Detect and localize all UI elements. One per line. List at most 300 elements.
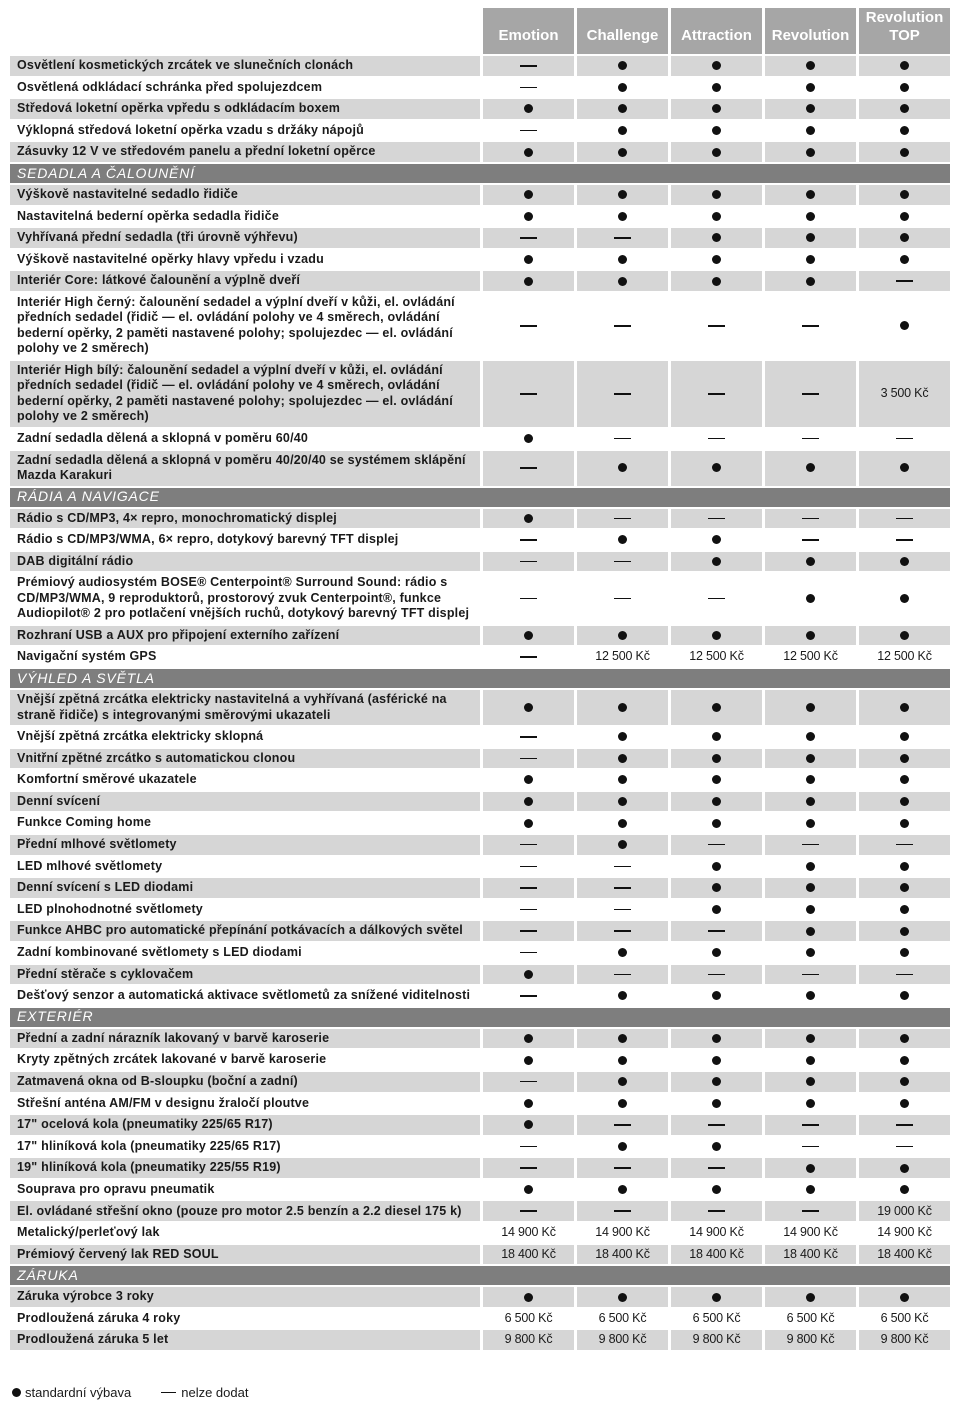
standard-dot-icon <box>618 1077 627 1086</box>
standard-dot-icon <box>900 703 909 712</box>
standard-dot-icon <box>900 148 909 157</box>
standard-dot-icon <box>618 1293 627 1302</box>
standard-dot-icon <box>712 1185 721 1194</box>
unavailable-dash-icon <box>802 393 819 395</box>
column-header-revolution-top: Revolution TOP <box>856 8 950 54</box>
feature-label: 19" hliníková kola (pneumatiky 225/55 R19) <box>10 1156 480 1178</box>
standard-dot-icon <box>806 277 815 286</box>
feature-label: Rádio s CD/MP3, 4× repro, monochromatický displej <box>10 507 480 529</box>
feature-value-cell <box>856 1092 950 1114</box>
feature-label: DAB digitální rádio <box>10 550 480 572</box>
standard-dot-icon <box>524 212 533 221</box>
feature-value-cell <box>574 855 668 877</box>
column-header-challenge: Challenge <box>574 8 668 54</box>
standard-dot-icon <box>900 631 909 640</box>
unavailable-dash-icon <box>520 130 537 132</box>
price-value: 14 900 Kč <box>595 1225 650 1240</box>
standard-dot-icon <box>806 126 815 135</box>
feature-label: Výklopná středová loketní opěrka vzadu s držáky nápojů <box>10 119 480 141</box>
equipment-table <box>10 8 950 1350</box>
feature-value-cell <box>856 183 950 205</box>
unavailable-dash-icon <box>708 598 725 600</box>
price-value: 19 000 Kč <box>877 1203 932 1218</box>
section-title: VÝHLED A SVĚTLA <box>10 667 950 688</box>
table-row <box>10 119 950 141</box>
feature-label: Osvětlení kosmetických zrcátek ve slunečních clonách <box>10 54 480 76</box>
feature-value-cell <box>668 1048 762 1070</box>
standard-dot-icon <box>618 463 627 472</box>
standard-dot-icon <box>524 1293 533 1302</box>
unavailable-dash-icon <box>708 1124 725 1126</box>
feature-value-cell <box>574 248 668 270</box>
table-row <box>10 898 950 920</box>
feature-value-cell <box>762 550 856 572</box>
standard-dot-icon <box>806 883 815 892</box>
feature-value-cell <box>574 963 668 985</box>
feature-value-cell <box>856 1027 950 1049</box>
feature-value-cell <box>574 1092 668 1114</box>
feature-label: Vyhřívaná přední sedadla (tři úrovně výhřevu) <box>10 226 480 248</box>
standard-dot-icon <box>900 991 909 1000</box>
unavailable-dash-icon <box>520 1167 537 1169</box>
standard-dot-icon <box>900 883 909 892</box>
feature-value-cell <box>762 1178 856 1200</box>
unavailable-dash-icon <box>896 280 913 282</box>
feature-value-cell <box>480 1243 574 1265</box>
feature-value-cell <box>762 963 856 985</box>
unavailable-dash-icon <box>520 393 537 395</box>
table-row <box>10 941 950 963</box>
feature-value-cell <box>574 359 668 427</box>
feature-value-cell <box>574 571 668 624</box>
feature-value-cell <box>668 205 762 227</box>
feature-value-cell <box>574 624 668 646</box>
table-row <box>10 226 950 248</box>
table-row <box>10 449 950 486</box>
table-row <box>10 571 950 624</box>
unavailable-dash-icon <box>708 844 725 846</box>
unavailable-dash-icon <box>520 561 537 563</box>
unavailable-dash-icon <box>802 1146 819 1148</box>
feature-value-cell <box>668 119 762 141</box>
standard-dot-icon <box>806 754 815 763</box>
standard-dot-icon <box>806 1056 815 1065</box>
price-value: 6 500 Kč <box>880 1310 929 1325</box>
standard-dot-icon <box>900 557 909 566</box>
standard-dot-icon <box>900 1185 909 1194</box>
table-row <box>10 747 950 769</box>
feature-value-cell <box>668 359 762 427</box>
table-row <box>10 140 950 162</box>
unavailable-dash-icon <box>520 65 537 67</box>
standard-dot-icon <box>618 1099 627 1108</box>
unavailable-dash-icon <box>614 887 631 889</box>
unavailable-dash-icon <box>520 237 537 239</box>
feature-value-cell <box>856 1221 950 1243</box>
standard-dot-icon <box>806 594 815 603</box>
feature-value-cell <box>762 919 856 941</box>
feature-value-cell <box>856 550 950 572</box>
feature-label: Prémiový červený lak RED SOUL <box>10 1243 480 1265</box>
feature-value-cell <box>480 550 574 572</box>
standard-dot-icon <box>900 255 909 264</box>
table-row <box>10 1328 950 1350</box>
feature-label: Komfortní směrové ukazatele <box>10 768 480 790</box>
standard-dot-icon <box>712 991 721 1000</box>
standard-dot-icon <box>524 1034 533 1043</box>
feature-value-cell <box>668 528 762 550</box>
feature-label: Přední mlhové světlomety <box>10 833 480 855</box>
feature-value-cell <box>480 1070 574 1092</box>
standard-dot-icon <box>806 927 815 936</box>
feature-value-cell <box>480 269 574 291</box>
standard-dot-icon <box>806 463 815 472</box>
feature-value-cell <box>762 226 856 248</box>
standard-dot-icon <box>712 104 721 113</box>
feature-value-cell <box>668 1243 762 1265</box>
standard-dot-icon <box>806 1185 815 1194</box>
feature-value-cell <box>668 811 762 833</box>
feature-value-cell <box>856 507 950 529</box>
unavailable-dash-icon <box>708 930 725 932</box>
standard-dot-icon <box>618 775 627 784</box>
feature-value-cell <box>762 833 856 855</box>
unavailable-dash-icon <box>708 518 725 520</box>
feature-label: Funkce Coming home <box>10 811 480 833</box>
feature-label: Souprava pro opravu pneumatik <box>10 1178 480 1200</box>
unavailable-dash-icon <box>896 518 913 520</box>
feature-value-cell <box>762 876 856 898</box>
feature-value-cell <box>762 941 856 963</box>
standard-dot-icon <box>712 1077 721 1086</box>
feature-value-cell <box>574 427 668 449</box>
feature-value-cell <box>480 1027 574 1049</box>
price-value: 18 400 Kč <box>595 1246 650 1261</box>
feature-value-cell <box>668 1221 762 1243</box>
feature-value-cell <box>480 528 574 550</box>
unavailable-dash-icon <box>520 87 537 89</box>
feature-value-cell <box>762 427 856 449</box>
feature-value-cell <box>480 226 574 248</box>
feature-value-cell <box>574 1070 668 1092</box>
section-title: ZÁRUKA <box>10 1264 950 1285</box>
standard-dot-icon <box>806 905 815 914</box>
standard-dot-icon <box>900 104 909 113</box>
feature-value-cell <box>856 1243 950 1265</box>
feature-value-cell <box>574 941 668 963</box>
feature-value-cell <box>668 1328 762 1350</box>
unavailable-dash-icon <box>614 325 631 327</box>
feature-label: Interiér Core: látkové čalounění a výplně dveří <box>10 269 480 291</box>
feature-value-cell <box>762 624 856 646</box>
feature-value-cell <box>762 119 856 141</box>
standard-dot-icon <box>12 1388 21 1397</box>
unavailable-dash-icon <box>614 930 631 932</box>
feature-value-cell <box>668 1092 762 1114</box>
unavailable-dash-icon <box>520 887 537 889</box>
standard-dot-icon <box>806 631 815 640</box>
feature-value-cell <box>856 855 950 877</box>
standard-dot-icon <box>806 732 815 741</box>
standard-dot-icon <box>806 862 815 871</box>
table-row <box>10 1156 950 1178</box>
feature-value-cell <box>480 97 574 119</box>
feature-value-cell <box>480 507 574 529</box>
feature-value-cell <box>480 1178 574 1200</box>
feature-value-cell <box>762 1048 856 1070</box>
feature-value-cell <box>856 291 950 359</box>
unavailable-dash-icon <box>708 325 725 327</box>
standard-dot-icon <box>900 83 909 92</box>
price-value: 18 400 Kč <box>501 1246 556 1261</box>
feature-value-cell <box>574 528 668 550</box>
feature-value-cell <box>856 963 950 985</box>
feature-value-cell <box>574 205 668 227</box>
standard-dot-icon <box>900 1293 909 1302</box>
feature-value-cell <box>762 359 856 427</box>
feature-value-cell <box>762 507 856 529</box>
feature-value-cell <box>480 1221 574 1243</box>
price-value: 18 400 Kč <box>877 1246 932 1261</box>
feature-value-cell <box>480 645 574 667</box>
standard-dot-icon <box>712 1293 721 1302</box>
standard-dot-icon <box>618 190 627 199</box>
price-value: 14 900 Kč <box>783 1225 838 1240</box>
feature-value-cell <box>856 97 950 119</box>
standard-dot-icon <box>712 61 721 70</box>
feature-label: LED plnohodnotné světlomety <box>10 898 480 920</box>
feature-label: Metalický/perleťový lak <box>10 1221 480 1243</box>
standard-dot-icon <box>618 61 627 70</box>
column-header-emotion: Emotion <box>480 8 574 54</box>
feature-value-cell <box>856 811 950 833</box>
standard-dot-icon <box>806 255 815 264</box>
standard-dot-icon <box>712 126 721 135</box>
feature-value-cell <box>574 811 668 833</box>
table-row <box>10 919 950 941</box>
table-row <box>10 725 950 747</box>
standard-dot-icon <box>524 514 533 523</box>
standard-dot-icon <box>618 732 627 741</box>
section-header-row <box>10 1006 950 1027</box>
feature-value-cell <box>574 1307 668 1329</box>
unavailable-dash-icon <box>520 1146 537 1148</box>
standard-dot-icon <box>806 797 815 806</box>
price-value: 12 500 Kč <box>783 649 838 664</box>
feature-value-cell <box>574 876 668 898</box>
standard-dot-icon <box>712 557 721 566</box>
feature-value-cell <box>574 54 668 76</box>
standard-dot-icon <box>712 775 721 784</box>
table-row <box>10 269 950 291</box>
unavailable-dash-icon <box>614 518 631 520</box>
unavailable-dash-icon <box>520 325 537 327</box>
unavailable-dash-icon <box>520 539 537 541</box>
standard-dot-icon <box>618 83 627 92</box>
standard-dot-icon <box>806 557 815 566</box>
feature-value-cell <box>762 140 856 162</box>
standard-dot-icon <box>618 703 627 712</box>
table-row <box>10 1113 950 1135</box>
feature-value-cell <box>668 898 762 920</box>
standard-dot-icon <box>618 212 627 221</box>
table-row <box>10 54 950 76</box>
feature-value-cell <box>856 1048 950 1070</box>
unavailable-dash-icon <box>614 598 631 600</box>
standard-dot-icon <box>806 703 815 712</box>
feature-value-cell <box>856 1285 950 1307</box>
unavailable-dash-icon <box>896 1124 913 1126</box>
standard-dot-icon <box>618 148 627 157</box>
feature-value-cell <box>668 54 762 76</box>
price-value: 9 800 Kč <box>598 1332 647 1347</box>
table-row <box>10 624 950 646</box>
feature-label: Denní svícení s LED diodami <box>10 876 480 898</box>
price-value: 12 500 Kč <box>877 649 932 664</box>
feature-label: Kryty zpětných zrcátek lakované v barvě karoserie <box>10 1048 480 1070</box>
feature-value-cell <box>668 1027 762 1049</box>
standard-dot-icon <box>900 905 909 914</box>
standard-dot-icon <box>712 797 721 806</box>
feature-value-cell <box>856 1178 950 1200</box>
feature-value-cell <box>480 1285 574 1307</box>
feature-label: Interiér High černý: čalounění sedadel a výplní dveří v kůži, el. ovládání předních sedadel (řidič — el. ovládání polohy ve 4 směrech, ovládání bederní opěrky, 2 paměti nastavené polohy; spolujezdec — el. ovládání polohy ve 2 směrech) <box>10 291 480 359</box>
section-title: SEDADLA A ČALOUNĚNÍ <box>10 162 950 183</box>
feature-label: Denní svícení <box>10 790 480 812</box>
feature-value-cell <box>668 790 762 812</box>
feature-value-cell <box>574 183 668 205</box>
feature-value-cell <box>762 1307 856 1329</box>
section-header-row <box>10 667 950 688</box>
standard-dot-icon <box>900 321 909 330</box>
standard-dot-icon <box>618 104 627 113</box>
feature-label: Vnější zpětná zrcátka elektricky nastavitelná a vyhřívaná (asférické na straně řidiče) s integrovanými směrovými ukazateli <box>10 688 480 725</box>
feature-value-cell <box>668 941 762 963</box>
feature-value-cell <box>668 1113 762 1135</box>
price-value: 14 900 Kč <box>501 1225 556 1240</box>
feature-value-cell <box>574 119 668 141</box>
feature-value-cell <box>480 119 574 141</box>
feature-value-cell <box>762 645 856 667</box>
standard-dot-icon <box>712 905 721 914</box>
feature-value-cell <box>668 747 762 769</box>
unavailable-dash-icon <box>520 1081 537 1083</box>
standard-dot-icon <box>524 1120 533 1129</box>
feature-value-cell <box>668 269 762 291</box>
standard-dot-icon <box>900 190 909 199</box>
feature-value-cell <box>856 1113 950 1135</box>
feature-value-cell <box>856 1070 950 1092</box>
price-value: 6 500 Kč <box>504 1310 553 1325</box>
feature-value-cell <box>480 898 574 920</box>
unavailable-dash-icon <box>708 1167 725 1169</box>
table-row <box>10 507 950 529</box>
feature-value-cell <box>480 248 574 270</box>
feature-value-cell <box>668 449 762 486</box>
table-row <box>10 688 950 725</box>
standard-dot-icon <box>712 631 721 640</box>
feature-value-cell <box>856 248 950 270</box>
feature-value-cell <box>762 54 856 76</box>
standard-dot-icon <box>900 212 909 221</box>
table-row <box>10 291 950 359</box>
price-value: 9 800 Kč <box>504 1332 553 1347</box>
feature-label: Nastavitelná bederní opěrka sedadla řidiče <box>10 205 480 227</box>
feature-value-cell <box>856 984 950 1006</box>
feature-label: Výškově nastavitelné opěrky hlavy vpředu i vzadu <box>10 248 480 270</box>
feature-value-cell <box>856 1156 950 1178</box>
feature-value-cell <box>762 1221 856 1243</box>
table-row <box>10 1221 950 1243</box>
table-row <box>10 183 950 205</box>
table-row <box>10 984 950 1006</box>
unavailable-dash-icon <box>802 844 819 846</box>
unavailable-dash-icon <box>896 539 913 541</box>
feature-value-cell <box>480 1156 574 1178</box>
table-row <box>10 963 950 985</box>
feature-value-cell <box>480 1307 574 1329</box>
standard-dot-icon <box>806 1293 815 1302</box>
standard-dot-icon <box>712 233 721 242</box>
feature-value-cell <box>480 811 574 833</box>
feature-value-cell <box>668 1178 762 1200</box>
feature-label: LED mlhové světlomety <box>10 855 480 877</box>
feature-value-cell <box>668 1307 762 1329</box>
feature-label: Interiér High bílý: čalounění sedadel a výplní dveří v kůži, el. ovládání předních sedadel (řidič — el. ovládání polohy ve 4 směrech, ovládání bederní opěrky, 2 paměti nastavené polohy; spolujezdec — el. ovládání polohy ve 2 směrech) <box>10 359 480 427</box>
standard-dot-icon <box>524 1185 533 1194</box>
feature-value-cell <box>480 1328 574 1350</box>
standard-dot-icon <box>712 1099 721 1108</box>
feature-value-cell <box>668 768 762 790</box>
standard-dot-icon <box>806 819 815 828</box>
feature-value-cell <box>762 248 856 270</box>
table-row <box>10 1243 950 1265</box>
feature-value-cell <box>762 1092 856 1114</box>
unavailable-dash-icon <box>802 518 819 520</box>
unavailable-dash-icon <box>802 325 819 327</box>
unavailable-dash-icon <box>896 438 913 440</box>
standard-dot-icon <box>712 83 721 92</box>
feature-value-cell <box>480 427 574 449</box>
feature-value-cell <box>668 645 762 667</box>
unavailable-dash-icon <box>520 736 537 738</box>
table-row <box>10 1135 950 1157</box>
header-row <box>10 8 950 54</box>
table-row <box>10 1070 950 1092</box>
table-row <box>10 790 950 812</box>
feature-value-cell <box>574 140 668 162</box>
feature-value-cell <box>762 571 856 624</box>
standard-dot-icon <box>618 819 627 828</box>
price-value: 6 500 Kč <box>598 1310 647 1325</box>
table-row <box>10 1048 950 1070</box>
standard-dot-icon <box>806 948 815 957</box>
feature-value-cell <box>856 624 950 646</box>
standard-dot-icon <box>618 991 627 1000</box>
price-value: 18 400 Kč <box>783 1246 838 1261</box>
feature-label: Zadní sedadla dělená a sklopná v poměru 40/20/40 se systémem sklápění Mazda Karakuri <box>10 449 480 486</box>
feature-value-cell <box>668 226 762 248</box>
feature-value-cell <box>480 183 574 205</box>
feature-value-cell <box>762 269 856 291</box>
section-title: EXTERIÉR <box>10 1006 950 1027</box>
feature-value-cell <box>762 449 856 486</box>
feature-label: Osvětlená odkládací schránka před spolujezdcem <box>10 76 480 98</box>
standard-dot-icon <box>900 61 909 70</box>
feature-value-cell <box>574 291 668 359</box>
table-row <box>10 811 950 833</box>
feature-value-cell <box>856 941 950 963</box>
